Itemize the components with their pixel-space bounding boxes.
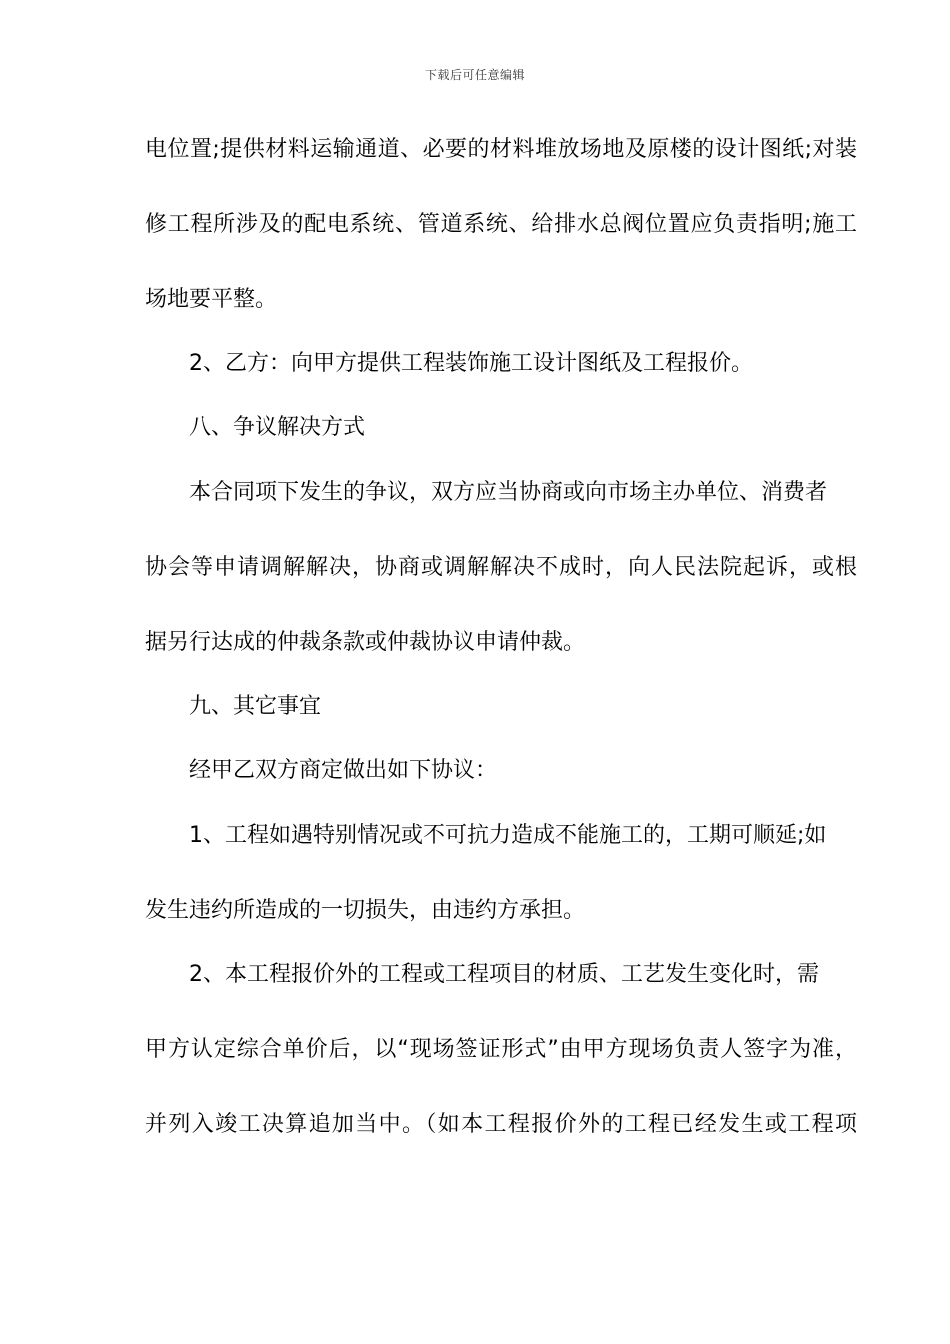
body-line: 协会等申请调解解决，协商或调解解决不成时，向人民法院起诉，或根 <box>145 555 857 580</box>
section-heading: 九、其它事宜 <box>189 694 322 719</box>
body-line: 本合同项下发生的争议，双方应当协商或向市场主办单位、消费者 <box>189 480 828 505</box>
page-header: 下载后可任意编辑 <box>424 68 525 82</box>
body-line: 2、本工程报价外的工程或工程项目的材质、工艺发生变化时，需 <box>189 962 819 987</box>
body-line: 并列入竣工决算追加当中。（如本工程报价外的工程已经发生或工程项 <box>145 1112 857 1137</box>
body-line: 经甲乙双方商定做出如下协议： <box>189 758 498 783</box>
body-line: 发生违约所造成的一切损失，由违约方承担。 <box>145 898 586 923</box>
body-line: 2、乙方：向甲方提供工程装饰施工设计图纸及工程报价。 <box>189 351 753 376</box>
section-heading: 八、争议解决方式 <box>189 415 366 440</box>
body-line: 甲方认定综合单价后，以“现场签证形式”由甲方现场负责人签字为准， <box>145 1037 857 1062</box>
body-line: 场地要平整。 <box>145 287 278 312</box>
body-line: 电位置;提供材料运输通道、必要的材料堆放场地及原楼的设计图纸;对装 <box>145 137 857 162</box>
body-line: 据另行达成的仲裁条款或仲裁协议申请仲裁。 <box>145 630 586 655</box>
body-line: 修工程所涉及的配电系统、管道系统、给排水总阀位置应负责指明;施工 <box>145 212 857 237</box>
body-line: 1、工程如遇特别情况或不可抗力造成不能施工的，工期可顺延;如 <box>189 823 827 848</box>
